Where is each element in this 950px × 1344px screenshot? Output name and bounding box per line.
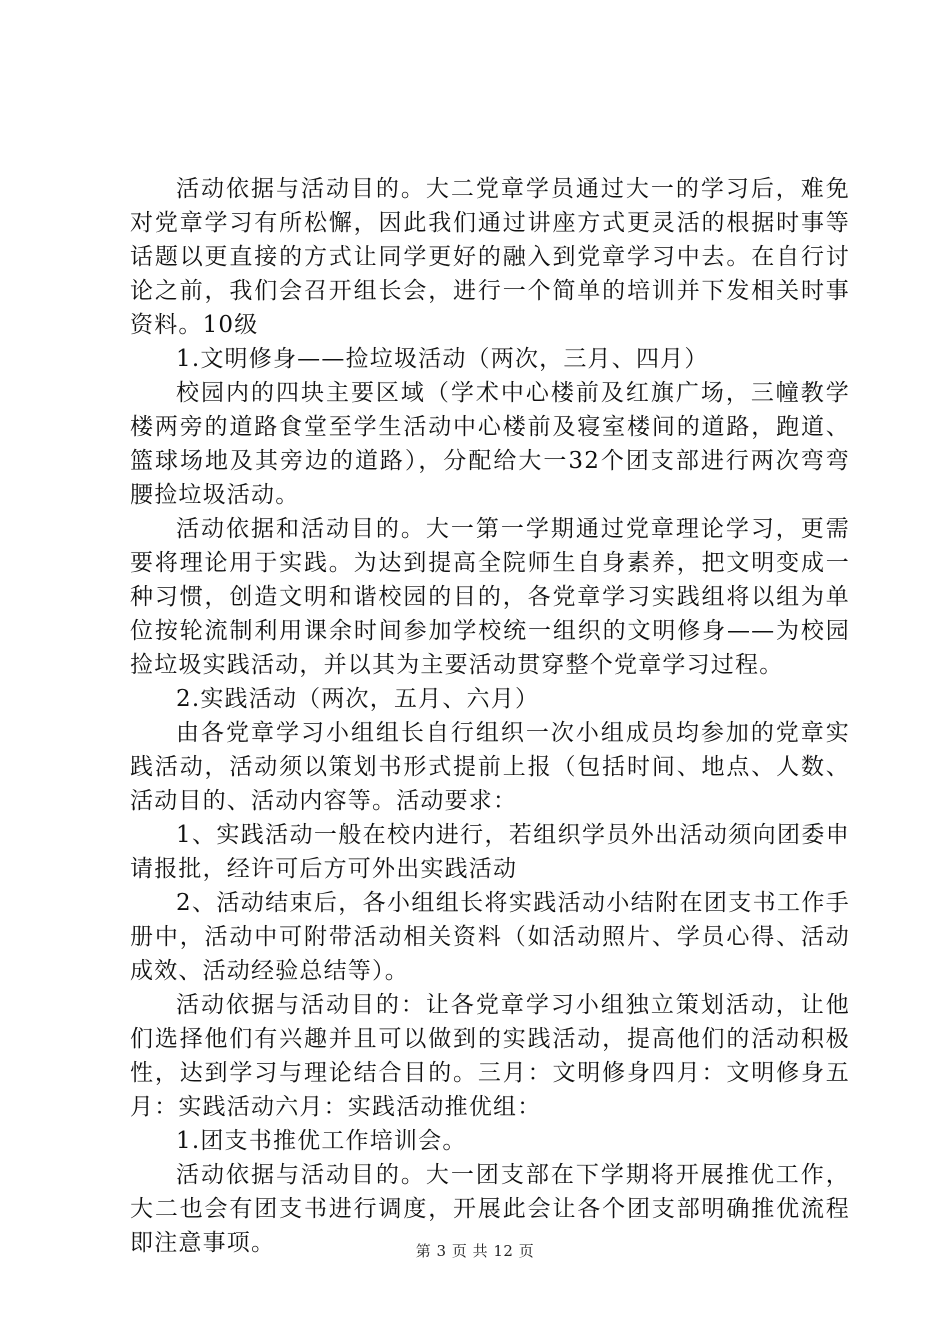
paragraph-requirement-2: 2、活动结束后，各小组组长将实践活动小结附在团支书工作手册中，活动中可附带活动相关资料（如活动照片、学员心得、活动成效、活动经验总结等）。: [130, 890, 850, 984]
heading-civility-cleanup: 1.文明修身——捡垃圾活动（两次，三月、四月）: [176, 346, 709, 372]
paragraph-purpose-practice: 活动依据与活动目的：让各党章学习小组独立策划活动，让他们选择他们有兴趣并且可以做到的实践活动，提高他们的活动积极性，达到学习与理论结合目的。三月：文明修身四月：文明修身五月：实践活动六月：实践活动推优组：: [130, 992, 850, 1120]
document-body: [130, 172, 850, 1260]
paragraph-purpose-training: 活动依据与活动目的。大一团支部在下学期将开展推优工作，大二也会有团支书进行调度，开展此会让各个团支部明确推优流程即注意事项。: [130, 1162, 850, 1256]
paragraph-purpose-civility: 活动依据和活动目的。大一第一学期通过党章理论学习，更需要将理论用于实践。为达到提高全院师生自身素养，把文明变成一种习惯，创造文明和谐校园的目的，各党章学习实践组将以组为单位按轮流制利用课余时间参加学校统一组织的文明修身——为校园捡垃圾实践活动，并以其为主要活动贯穿整个党章学习过程。: [130, 516, 850, 678]
paragraph-campus-areas: 校园内的四块主要区域（学术中心楼前及红旗广场，三幢教学楼两旁的道路食堂至学生活动中心楼前及寝室楼间的道路，跑道、篮球场地及其旁边的道路），分配给大一32个团支部进行两次弯弯腰捡垃圾活动。: [130, 380, 850, 508]
heading-training-meeting: 1.团支书推优工作培训会。: [176, 1128, 467, 1154]
paragraph-requirement-1: 1、实践活动一般在校内进行，若组织学员外出活动须向团委申请报批，经许可后方可外出实践活动: [130, 822, 850, 882]
paragraph-purpose-lecture: 活动依据与活动目的。大二党章学员通过大一的学习后，难免对党章学习有所松懈，因此我们通过讲座方式更灵活的根据时事等话题以更直接的方式让同学更好的融入到党章学习中去。在自行讨论之前，我们会召开组长会，进行一个简单的培训并下发相关时事资料。10级: [130, 176, 850, 338]
page-number-footer: 第 3 页 共 12 页: [415, 1242, 535, 1260]
heading-practice-activity: 2.实践活动（两次，五月、六月）: [176, 686, 540, 712]
paragraph-practice-organization: 由各党章学习小组组长自行组织一次小组成员均参加的党章实践活动，活动须以策划书形式提前上报（包括时间、地点、人数、活动目的、活动内容等。活动要求：: [130, 720, 850, 814]
